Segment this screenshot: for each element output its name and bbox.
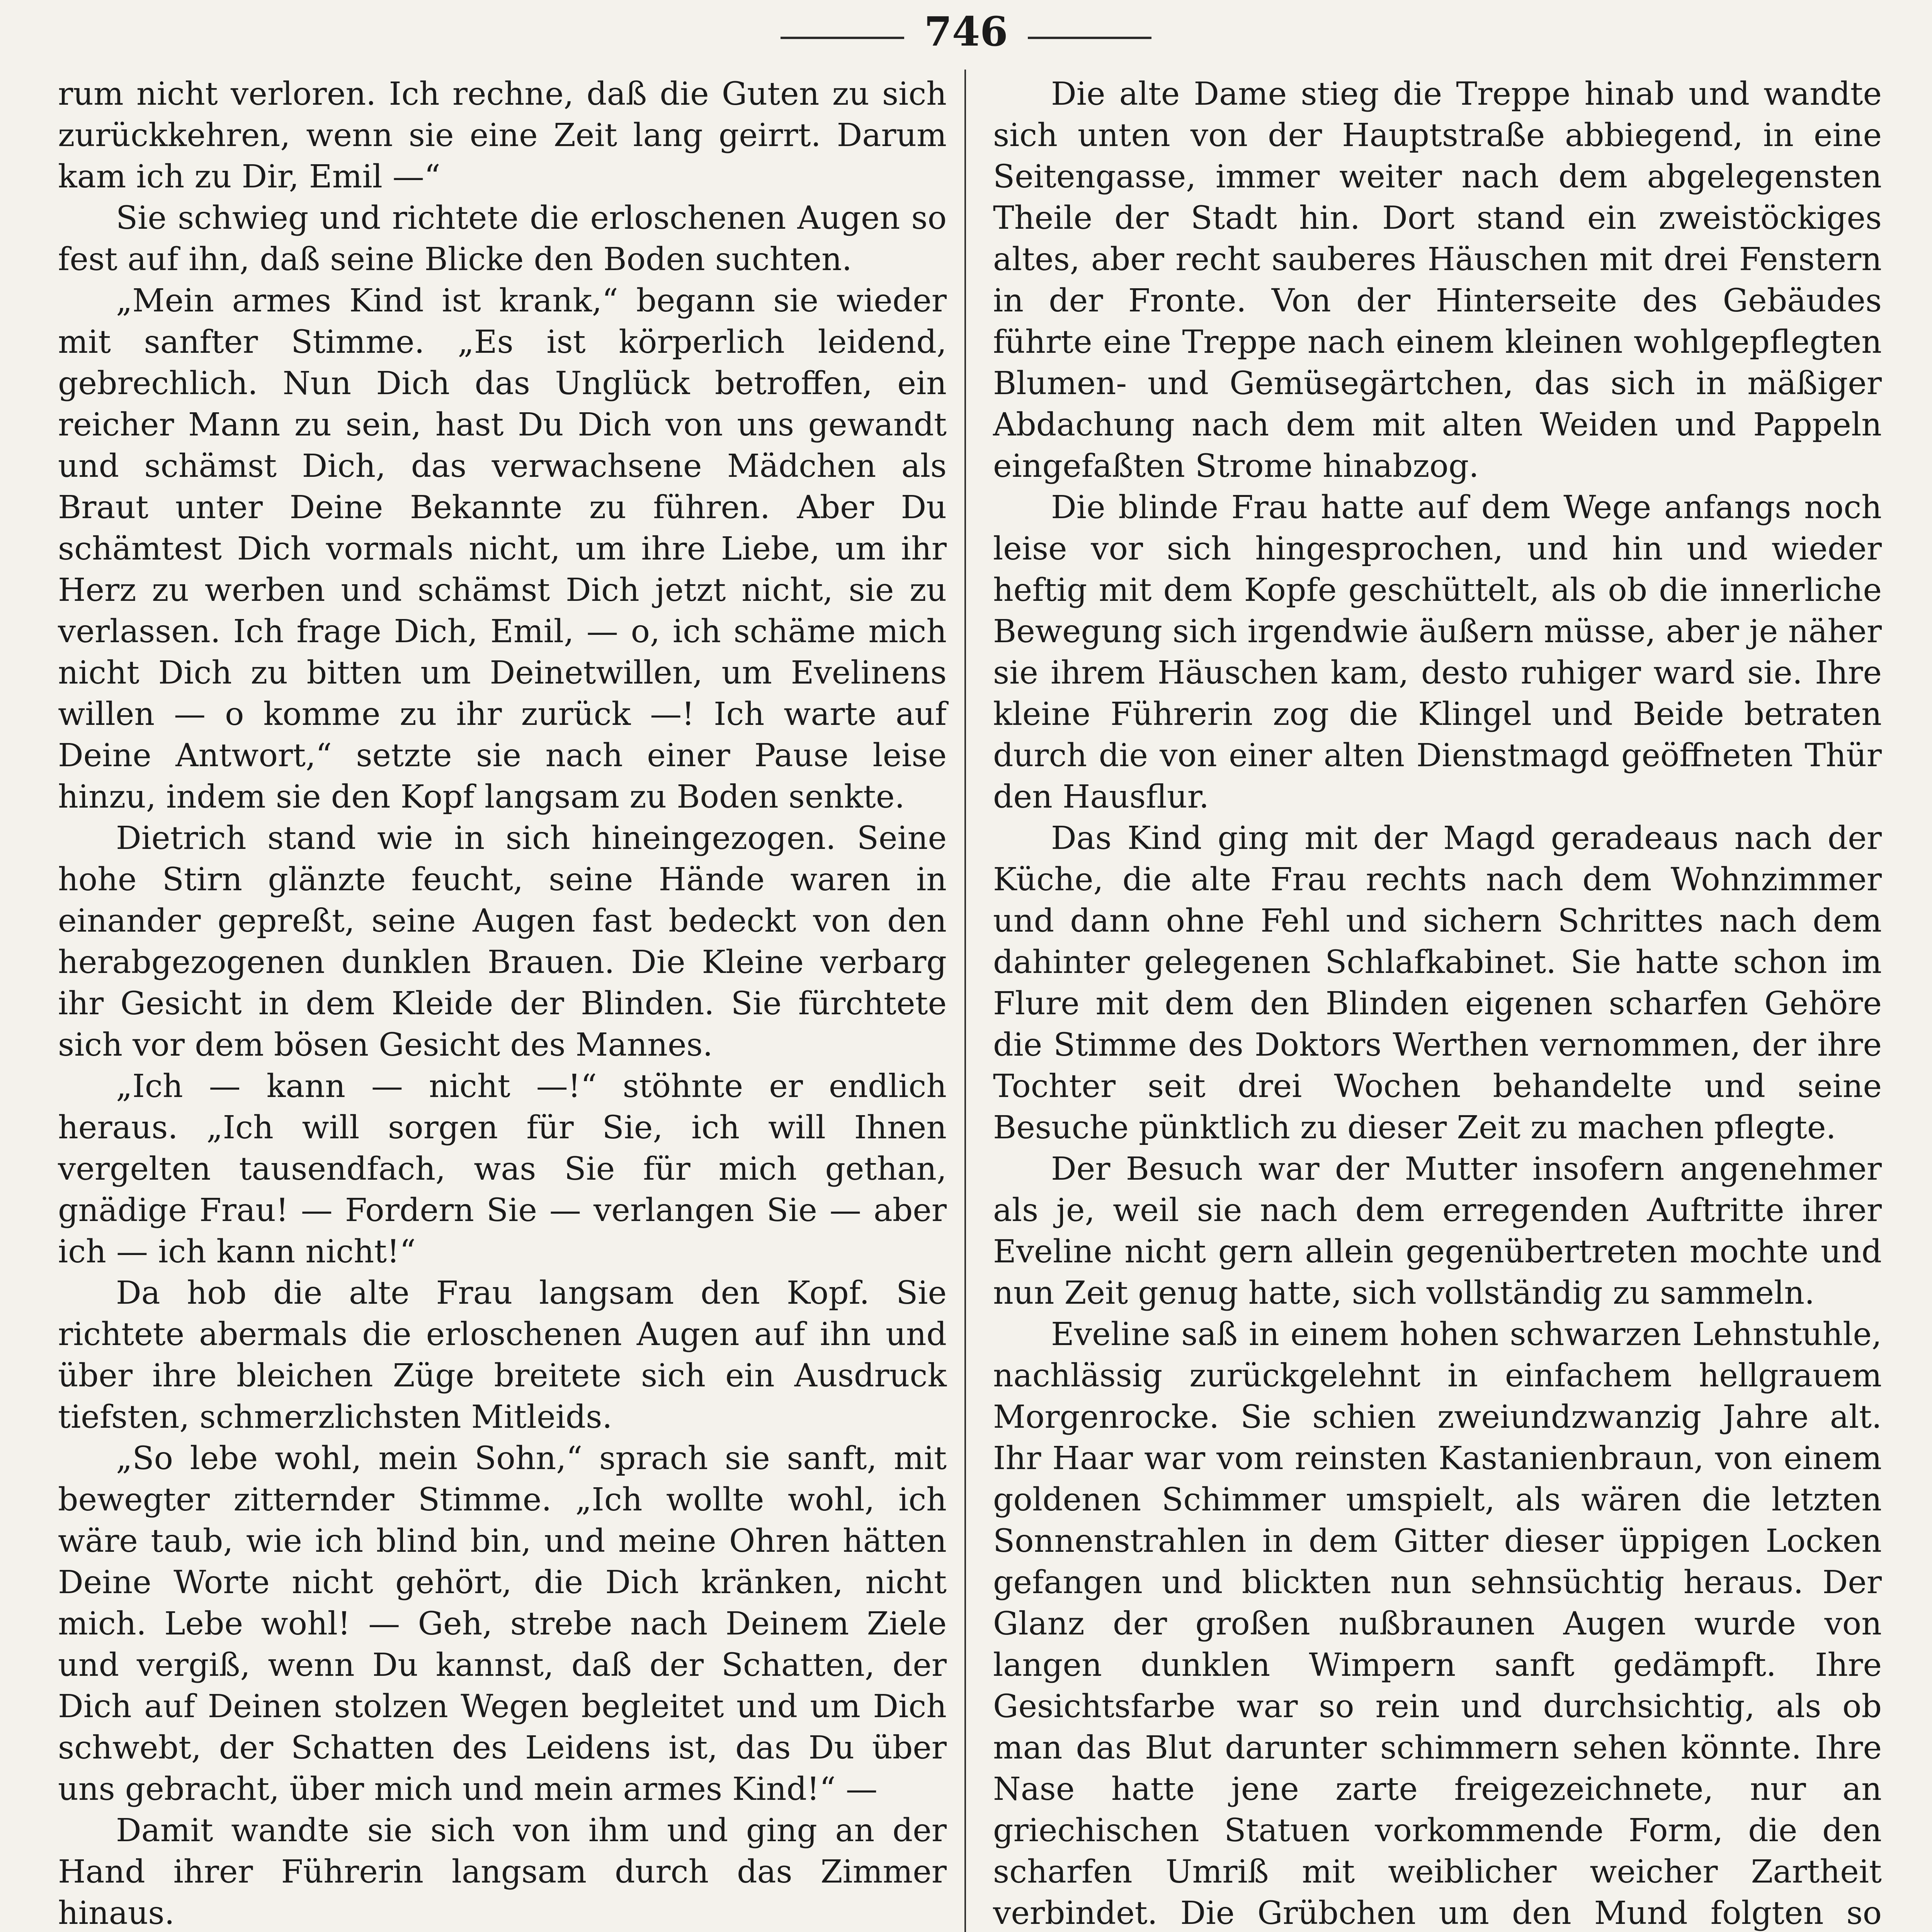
header-rule-left — [781, 37, 904, 39]
paragraph: Die blinde Frau hatte auf dem Wege anfangs noch leise vor sich hingesprochen, und hin und wieder heftig mit dem Kopfe geschüttelt, als ob die innerliche Bewegung sich irgendwie äußern müsse, aber je näher sie ihrem Häuschen kam, desto ruhiger ward sie. Ihre kleine Führerin zog die Klingel und Beide betraten durch die von einer alten Dienstmagd geöffneten Thür den Hausflur. — [993, 489, 1882, 815]
paragraph: Der Besuch war der Mutter insofern angenehmer als je, weil sie nach dem erregenden Auftritte ihrer Eveline nicht gern allein gegenübertreten mochte und nun Zeit genug hatte, sich vollständig zu sammeln. — [993, 1151, 1882, 1311]
paragraph: Sie schwieg und richtete die erloschenen Augen so fest auf ihn, daß seine Blicke den Boden suchten. — [58, 200, 947, 278]
left-column — [58, 73, 947, 1932]
paragraph: rum nicht verloren. Ich rechne, daß die Guten zu sich zurückkehren, wenn sie eine Zeit lang geirrt. Darum kam ich zu Dir, Emil —“ — [58, 76, 947, 195]
header-rule-right — [1028, 37, 1151, 39]
page-header — [0, 0, 1932, 58]
paragraph: Dietrich stand wie in sich hineingezogen. Seine hohe Stirn glänzte feucht, seine Hände waren in einander gepreßt, seine Augen fast bedeckt von den herabgezogenen dunklen Brauen. Die Kleine verbarg ihr Gesicht in dem Kleide der Blinden. Sie fürchtete sich vor dem bösen Gesicht des Mannes. — [58, 820, 947, 1063]
paragraph: Da hob die alte Frau langsam den Kopf. Sie richtete abermals die erloschenen Augen auf ihn und über ihre bleichen Züge breitete sich ein Ausdruck tiefsten, schmerzlichsten Mitleids. — [58, 1275, 947, 1435]
page-number: 746 — [924, 8, 1008, 55]
paragraph: „Mein armes Kind ist krank,“ begann sie wieder mit sanfter Stimme. „Es ist körperlich leidend, gebrechlich. Nun Dich das Unglück betroffen, ein reicher Mann zu sein, hast Du Dich von uns gewandt und schämst Dich, das verwachsene Mädchen als Braut unter Deine Bekannte zu führen. Aber Du schämtest Dich vormals nicht, um ihre Liebe, um ihr Herz zu werben und schämst Dich jetzt nicht, sie zu verlassen. Ich frage Dich, Emil, — o, ich schäme mich nicht Dich zu bitten um Deinetwillen, um Evelinens willen — o komme zu ihr zurück —! Ich warte auf Deine Antwort,“ setzte sie nach einer Pause leise hinzu, indem sie den Kopf langsam zu Boden senkte. — [58, 282, 947, 815]
paragraph: Das Kind ging mit der Magd geradeaus nach der Küche, die alte Frau rechts nach dem Wohnzimmer und dann ohne Fehl und sichern Schrittes nach dem dahinter gelegenen Schlafkabinet. Sie hatte schon im Flure mit dem den Blinden eigenen scharfen Gehöre die Stimme des Doktors Werthen vernommen, der ihre Tochter seit drei Wochen behandelte und seine Besuche pünktlich zu dieser Zeit zu machen pflegte. — [993, 820, 1882, 1146]
paragraph: Damit wandte sie sich von ihm und ging an der Hand ihrer Führerin langsam durch das Zimmer hinaus. — [58, 1812, 947, 1932]
right-column — [993, 73, 1882, 1932]
paragraph: Eveline saß in einem hohen schwarzen Lehnstuhle, nachlässig zurückgelehnt in einfachem hellgrauem Morgenrocke. Sie schien zweiundzwanzig Jahre alt. Ihr Haar war vom reinsten Kastanienbraun, von einem goldenen Schimmer umspielt, als wären die letzten Sonnenstrahlen in dem Gitter dieser üppigen Locken gefangen und blickten nun sehnsüchtig heraus. Der Glanz der großen nußbraunen Augen wurde von langen dunklen Wimpern sanft gedämpft. Ihre Gesichtsfarbe war so rein und durchsichtig, als ob man das Blut darunter schimmern sehen könnte. Ihre Nase hatte jene zarte freigezeichnete, nur an griechischen Statuen vorkommende Form, die den scharfen Umriß mit weiblicher weicher Zartheit verbindet. Die Grübchen um den Mund folgten so — [993, 1316, 1882, 1932]
paragraph: „So lebe wohl, mein Sohn,“ sprach sie sanft, mit bewegter zitternder Stimme. „Ich wollte wohl, ich wäre taub, wie ich blind bin, und meine Ohren hätten Deine Worte nicht gehört, die Dich kränken, nicht mich. Lebe wohl! — Geh, strebe nach Deinem Ziele und vergiß, wenn Du kannst, daß der Schatten, der Dich auf Deinen stolzen Wegen begleitet und um Dich schwebt, der Schatten des Leidens ist, das Du über uns gebracht, über mich und mein armes Kind!“ — — [58, 1440, 947, 1808]
paragraph: Die alte Dame stieg die Treppe hinab und wandte sich unten von der Hauptstraße abbiegend, in eine Seitengasse, immer weiter nach dem abgelegensten Theile der Stadt hin. Dort stand ein zweistöckiges altes, aber recht sauberes Häuschen mit drei Fenstern in der Fronte. Von der Hinterseite des Gebäudes führte eine Treppe nach einem kleinen wohlgepflegten Blumen- und Gemüsegärtchen, das sich in mäßiger Abdachung nach dem mit alten Weiden und Pappeln eingefaßten Strome hinabzog. — [993, 76, 1882, 485]
paragraph: „Ich — kann — nicht —!“ stöhnte er endlich heraus. „Ich will sorgen für Sie, ich will Ihnen vergelten tausendfach, was Sie für mich gethan, gnädige Frau! — Fordern Sie — verlangen Sie — aber ich — ich kann nicht!“ — [58, 1068, 947, 1270]
column-divider — [964, 70, 966, 1932]
